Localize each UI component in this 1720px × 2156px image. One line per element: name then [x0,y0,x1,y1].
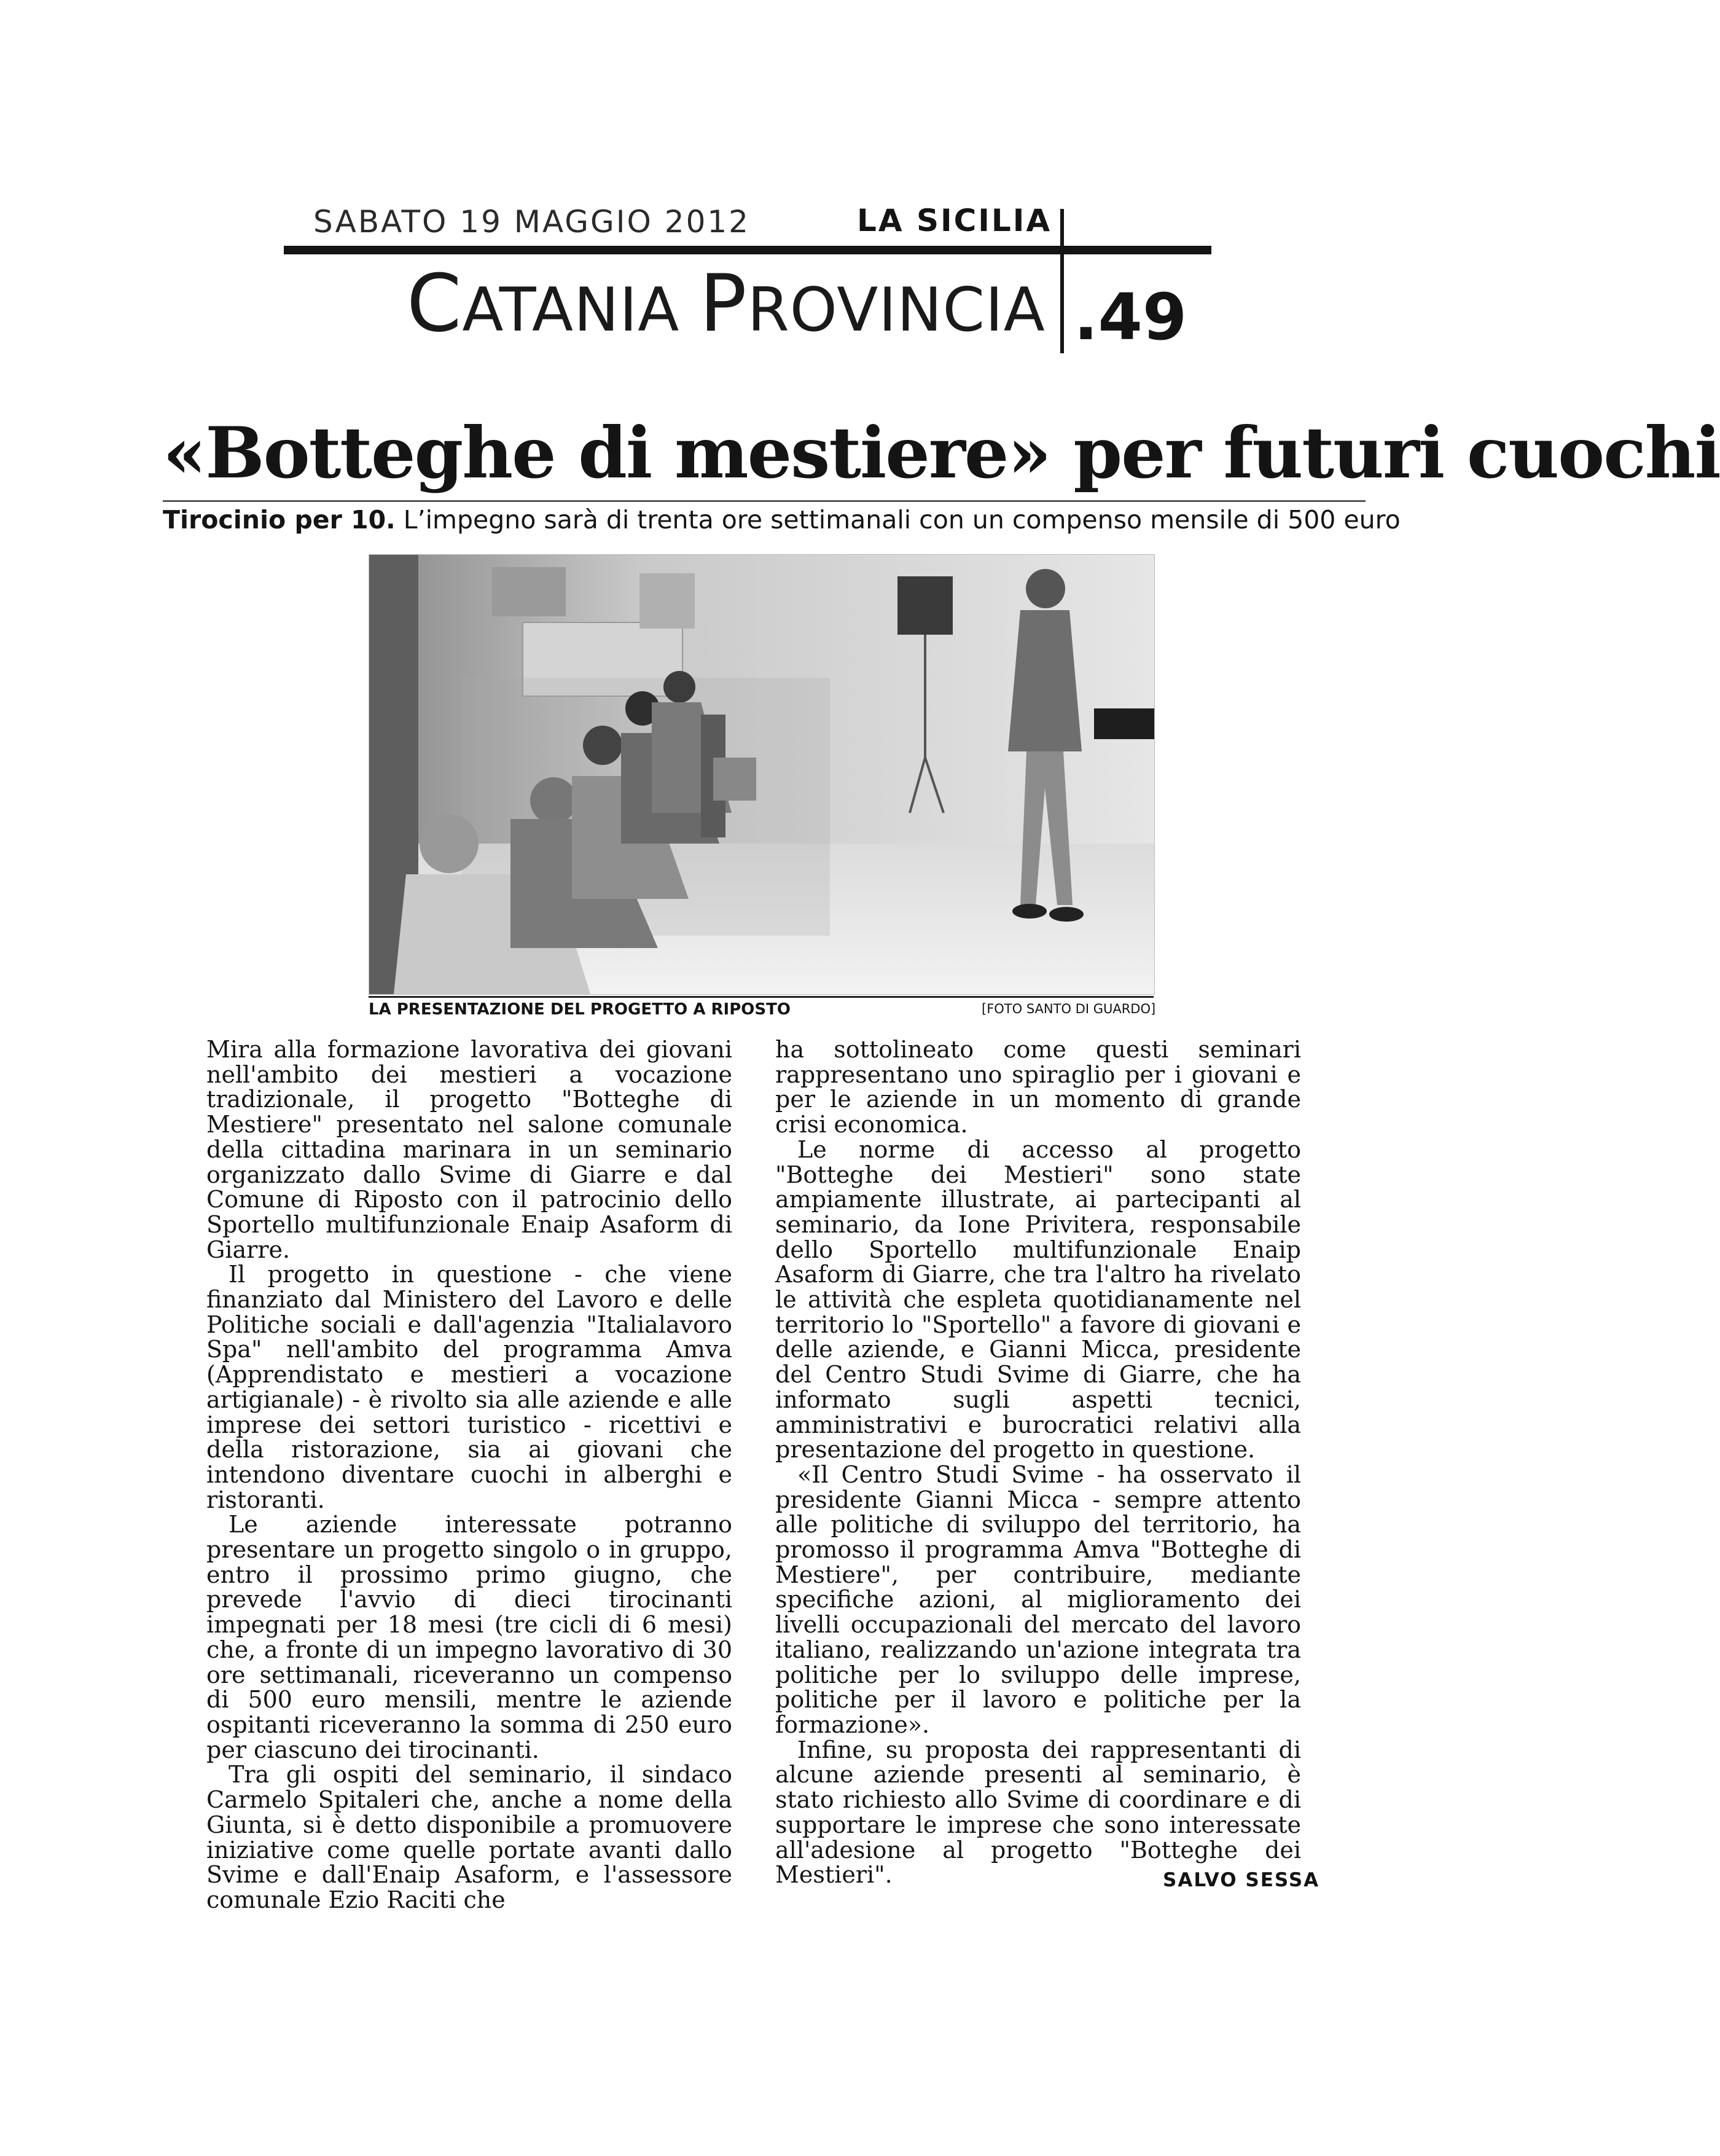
article-paragraph: Il progetto in questione - che viene finanziato dal Ministero del Lavoro e delle Politiche sociali e dall'agenzia "Italialavoro Spa" nell'ambito del programma Amva (Apprendistato e mestieri a vocazione artigianale) - è rivolto sia alle aziende e alle imprese dei settori turistico - ricettivi e della ristorazione, sia ai giovani che intendono diventare cuochi in alberghi e ristoranti. [206,1261,732,1513]
article-paragraph: Le norme di accesso al progetto "Botteghe dei Mestieri" sono state ampiamente illustrate, ai partecipanti al seminario, da Ione Privitera, responsabile dello Sportello multifunzionale Enaip Asaform di Giarre, che tra l'altro ha rivelato le attività che espleta quotidianamente nel territorio lo "Sportello" a favore di giovani e delle aziende, e Gianni Micca, presidente del Centro Studi Svime di Giarre, che ha informato sugli aspetti tecnici, amministrativi e burocratici relativi alla presentazione del progetto in questione. [775,1135,1301,1464]
article-paragraph: «Il Centro Studi Svime - ha osservato il presidente Gianni Micca - sempre attento alle politiche di sviluppo del territorio, ha promosso il programma Amva "Botteghe di Mestiere", per contribuire, mediante specifiche azioni, al miglioramento dei livelli occupazionali del mercato del lavoro italiano, realizzando un'azione integrata tra politiche per lo sviluppo delle imprese, politiche per il lavoro e politiche per la formazione». [775,1460,1301,1738]
section-title: CATANIA PROVINCIA [407,258,1046,350]
headline-rule [163,500,1366,502]
photo-credit: [FOTO SANTO DI GUARDO] [982,1002,1156,1016]
article-paragraph: Infine, su proposta dei rappresentanti di alcune aziende presenti al seminario, è stato richiesto allo Svime di coordinare e di supportare le imprese che sono interessate all'adesione al progetto "Botteghe dei Mestieri". [775,1736,1301,1889]
masthead-divider [1060,209,1064,353]
masthead-rule [284,246,1211,254]
photo-caption: LA PRESENTAZIONE DEL PROGETTO A RIPOSTO [369,1000,791,1019]
article-kicker: Tirocinio per 10. L’impegno sarà di trenta ore settimanali con un compenso mensile di 500 euro [163,505,1401,535]
article-column-left [206,1037,732,1913]
article-paragraph: Le aziende interessate potranno presentare un progetto singolo o in gruppo, entro il prossimo primo giugno, che prevede l'avvio di dieci tirocinanti impegnati per 18 mesi (tre cicli di 6 mesi) che, a fronte di un impegno lavorativo di 30 ore settimanali, riceveranno un compenso di 500 euro mensili, mentre le aziende ospitanti riceveranno la somma di 250 euro per ciascuno dei tirocinanti. [206,1511,732,1763]
article-photo [369,554,1155,995]
page-number: .49 [1074,280,1187,355]
article-paragraph: Tra gli ospiti del seminario, il sindaco Carmelo Spitaleri che, anche a nome della Giunta, si è detto disponibile a promuovere iniziative come quelle portate avanti dallo Svime e dall'Enaip Asaform, e l'assessore comunale Ezio Raciti che [206,1761,732,1913]
article-paragraph: Mira alla formazione lavorativa dei giovani nell'ambito dei mestieri a vocazione tradizionale, il progetto "Botteghe di Mestiere" presentato nel salone comunale della cittadina marinara in un seminario organizzato dallo Svime di Giarre e dal Comune di Riposto con il patrocinio dello Sportello multifunzionale Enaip Asaform di Giarre. [206,1036,732,1263]
article-column-right [775,1037,1301,1887]
newspaper-name: LA SICILIA [857,203,1052,238]
caption-rule [369,996,1154,998]
article-paragraph: ha sottolineato come questi seminari rappresentano uno spiraglio per i giovani e per le aziende in un momento di grande crisi economica. [775,1036,1301,1139]
article-headline: «Botteghe di mestiere» per futuri cuochi [163,412,1720,494]
author-byline: SALVO SESSA [1163,1869,1320,1891]
issue-date: SABATO 19 MAGGIO 2012 [313,204,750,240]
